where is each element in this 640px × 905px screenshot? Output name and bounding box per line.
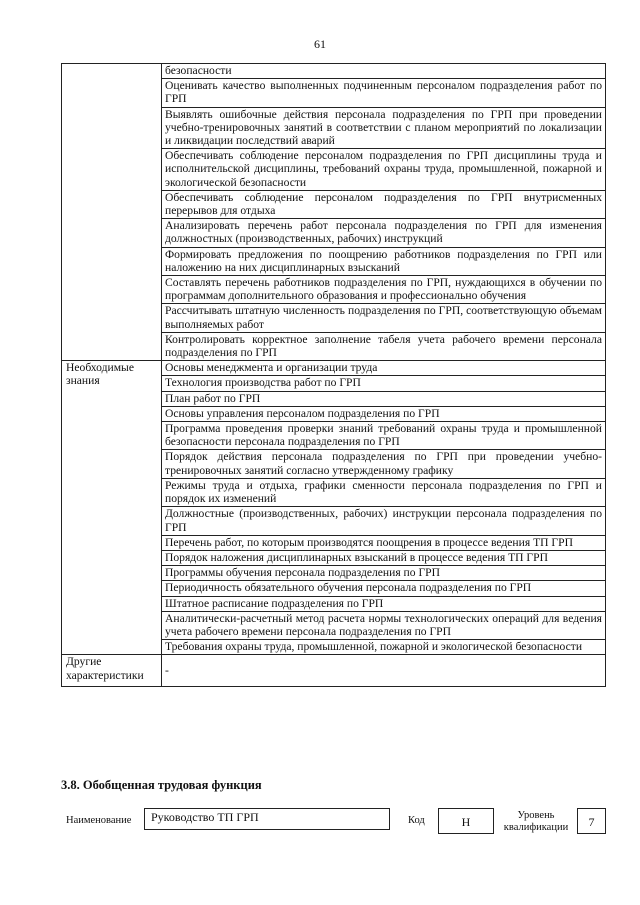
table-cell: Основы управления персоналом подразделения по ГРП [162, 406, 606, 421]
table-cell: Технология производства работ по ГРП [162, 376, 606, 391]
code-value-box: H [438, 808, 494, 834]
table-cell: безопасности [162, 64, 606, 79]
table-cell: Периодичность обязательного обучения персонала подразделения по ГРП [162, 581, 606, 596]
table-cell: Программа проведения проверки знаний требований охраны труда и промышленной безопасности персонала подразделения по ГРП [162, 422, 606, 450]
table-cell: Составлять перечень работников подразделения по ГРП, нуждающихся в обучении по программам дополнительного образования и профессионально обучения [162, 276, 606, 304]
table-cell: Формировать предложения по поощрению работников подразделения по ГРП или наложению на них дисциплинарных взысканий [162, 247, 606, 275]
skills-table [61, 63, 606, 687]
table-cell: Порядок действия персонала подразделения по ГРП при проведении учебно-тренировочных занятий согласно утвержденному графику [162, 450, 606, 478]
code-label: Код [408, 815, 425, 826]
table-cell: Обеспечивать соблюдение персоналом подразделения по ГРП внутрисменных перерывов для отдыха [162, 190, 606, 218]
table-cell: Контролировать корректное заполнение табеля учета рабочего времени персонала подразделения по ГРП [162, 332, 606, 360]
table-cell: Режимы труда и отдыха, графики сменности персонала подразделения по ГРП и порядок их изменений [162, 478, 606, 506]
page-number: 61 [314, 37, 326, 51]
row-label-other: Другие характеристики [62, 655, 162, 687]
table-cell: Рассчитывать штатную численность подразделения по ГРП, соответствующую объемам выполняемых работ [162, 304, 606, 332]
table-row [62, 64, 606, 79]
table-cell: Программы обучения персонала подразделения по ГРП [162, 566, 606, 581]
table-cell: План работ по ГРП [162, 391, 606, 406]
table-cell: Обеспечивать соблюдение персоналом подразделения по ГРП дисциплины труда и исполнительской дисциплины, требований охраны труда, промышленной, пожарной и экологической безопасности [162, 149, 606, 191]
table-cell: Анализировать перечень работ персонала подразделения по ГРП для изменения должностных (производственных, рабочих) инструкций [162, 219, 606, 247]
row-label-empty [62, 64, 162, 361]
level-value-box: 7 [577, 808, 606, 834]
name-value-box: Руководство ТП ГРП [144, 808, 390, 830]
table-cell: Должностные (производственных, рабочих) инструкции персонала подразделения по ГРП [162, 507, 606, 535]
name-label: Наименование [66, 815, 132, 826]
function-header-row [61, 808, 606, 842]
row-label-knowledge: Необходимые знания [62, 361, 162, 655]
table-cell: Основы менеджмента и организации труда [162, 361, 606, 376]
table-cell: Выявлять ошибочные действия персонала подразделения по ГРП при проведении учебно-тренировочных занятий в соответствии с планом мероприятий по локализации и ликвидации последствий аварий [162, 107, 606, 149]
table-cell: Перечень работ, по которым производятся поощрения в процессе ведения ТП ГРП [162, 535, 606, 550]
table-row [62, 655, 606, 687]
table-cell: Штатное расписание подразделения по ГРП [162, 596, 606, 611]
table-cell: Требования охраны труда, промышленной, пожарной и экологической безопасности [162, 640, 606, 655]
table-cell: Аналитически-расчетный метод расчета нормы технологических операций для ведения учета рабочего времени персонала подразделения по ГРП [162, 611, 606, 639]
table-cell: - [162, 655, 606, 687]
table-cell: Оценивать качество выполненных подчиненным персоналом подразделения работ по ГРП [162, 79, 606, 107]
table-row [62, 361, 606, 376]
table-cell: Порядок наложения дисциплинарных взысканий в процессе ведения ТП ГРП [162, 550, 606, 565]
level-label: Уровень квалификации [503, 810, 569, 833]
section-title: 3.8. Обобщенная трудовая функция [61, 778, 262, 792]
